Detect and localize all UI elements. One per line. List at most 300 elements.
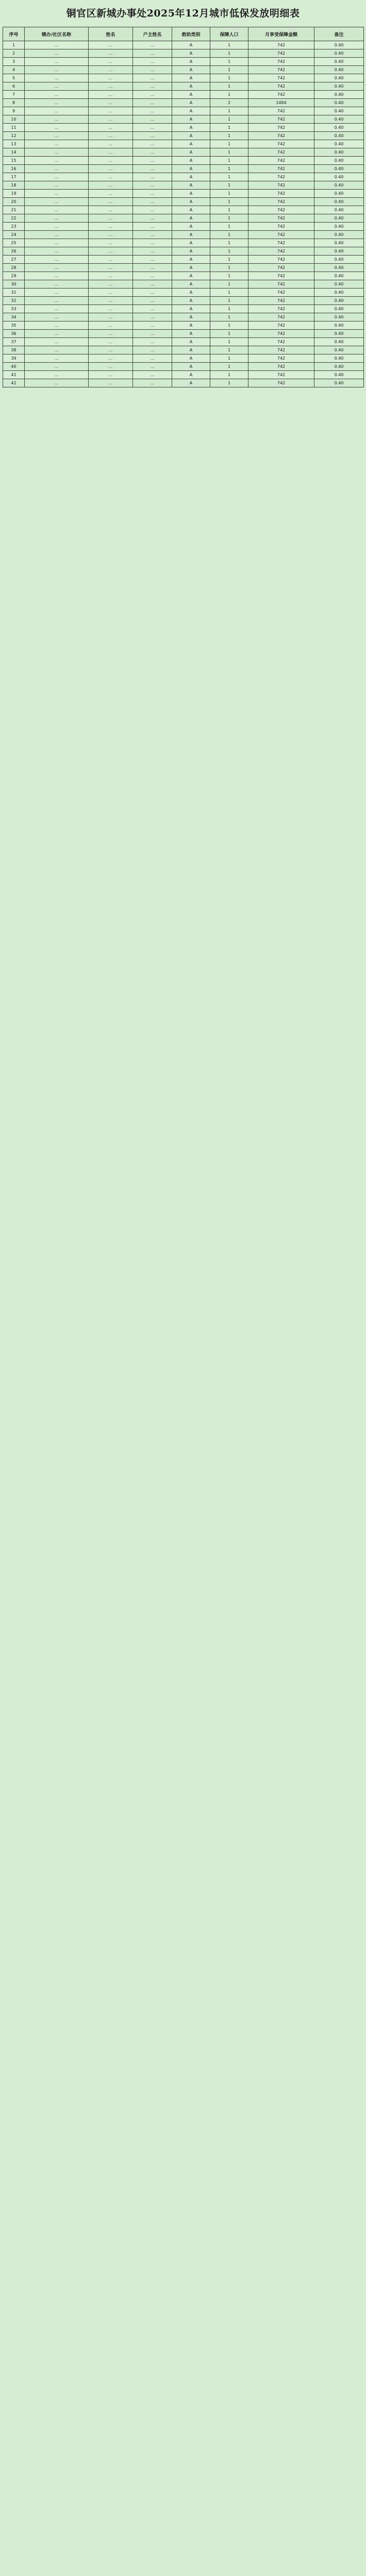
- table-cell: 0.40: [314, 74, 364, 82]
- table-cell: 17: [3, 173, 25, 181]
- table-cell: ...: [89, 198, 133, 206]
- table-cell: 0.40: [314, 371, 364, 379]
- table-cell: ...: [25, 115, 89, 124]
- table-cell: ...: [25, 82, 89, 91]
- table-cell: 742: [248, 297, 314, 305]
- table-cell: 25: [3, 239, 25, 247]
- table-row: [3, 157, 364, 165]
- table-cell: 1: [210, 330, 248, 338]
- table-cell: ...: [89, 157, 133, 165]
- table-cell: ...: [89, 49, 133, 58]
- table-cell: ...: [133, 41, 172, 49]
- table-cell: ...: [133, 363, 172, 371]
- table-cell: 1: [210, 198, 248, 206]
- table-cell: ...: [133, 173, 172, 181]
- table-cell: 1: [210, 181, 248, 190]
- table-cell: 15: [3, 157, 25, 165]
- table-cell: ...: [133, 66, 172, 74]
- table-cell: ...: [89, 190, 133, 198]
- table-cell: 35: [3, 321, 25, 330]
- table-cell: 1: [210, 371, 248, 379]
- table-cell: ...: [25, 305, 89, 313]
- table-cell: A: [172, 272, 210, 280]
- table-cell: ...: [89, 74, 133, 82]
- table-cell: 0.40: [314, 91, 364, 99]
- table-cell: ...: [89, 214, 133, 223]
- table-cell: 742: [248, 280, 314, 289]
- table-cell: A: [172, 354, 210, 363]
- table-cell: 0.40: [314, 239, 364, 247]
- table-cell: ...: [89, 247, 133, 256]
- table-cell: A: [172, 223, 210, 231]
- table-row: [3, 124, 364, 132]
- table-cell: 30: [3, 280, 25, 289]
- table-cell: 0.40: [314, 214, 364, 223]
- table-cell: 1: [210, 256, 248, 264]
- table-cell: ...: [89, 58, 133, 66]
- table-cell: ...: [25, 124, 89, 132]
- table-cell: ...: [25, 346, 89, 354]
- table-cell: ...: [89, 223, 133, 231]
- table-cell: 1: [210, 363, 248, 371]
- table-cell: 0.40: [314, 289, 364, 297]
- table-cell: ...: [89, 115, 133, 124]
- table-cell: ...: [89, 305, 133, 313]
- table-cell: ...: [25, 371, 89, 379]
- table-cell: 22: [3, 214, 25, 223]
- table-cell: ...: [133, 297, 172, 305]
- table-row: [3, 297, 364, 305]
- table-cell: ...: [89, 264, 133, 272]
- table-cell: A: [172, 264, 210, 272]
- table-header-row: [3, 27, 364, 41]
- table-cell: ...: [89, 82, 133, 91]
- table-cell: 0.40: [314, 181, 364, 190]
- table-cell: 1: [210, 140, 248, 148]
- table-cell: 1: [210, 321, 248, 330]
- table-cell: ...: [25, 247, 89, 256]
- table-cell: ...: [89, 371, 133, 379]
- table-cell: 1: [210, 231, 248, 239]
- table-cell: ...: [25, 354, 89, 363]
- table-cell: ...: [25, 41, 89, 49]
- table-cell: ...: [89, 256, 133, 264]
- table-cell: 1: [210, 132, 248, 140]
- table-cell: 20: [3, 198, 25, 206]
- table-cell: ...: [25, 107, 89, 115]
- table-cell: A: [172, 181, 210, 190]
- table-cell: ...: [133, 214, 172, 223]
- table-cell: ...: [133, 124, 172, 132]
- table-cell: A: [172, 247, 210, 256]
- table-cell: ...: [25, 74, 89, 82]
- table-cell: 0.40: [314, 280, 364, 289]
- table-cell: 13: [3, 140, 25, 148]
- table-cell: ...: [133, 280, 172, 289]
- table-cell: ...: [25, 181, 89, 190]
- table-cell: ...: [133, 338, 172, 346]
- table-cell: ...: [89, 297, 133, 305]
- table-row: [3, 190, 364, 198]
- table-row: [3, 181, 364, 190]
- table-cell: A: [172, 297, 210, 305]
- table-cell: 0.40: [314, 140, 364, 148]
- table-cell: A: [172, 173, 210, 181]
- table-cell: 742: [248, 289, 314, 297]
- table-cell: 4: [3, 66, 25, 74]
- table-cell: 742: [248, 231, 314, 239]
- table-cell: ...: [25, 289, 89, 297]
- table-cell: 1: [210, 313, 248, 321]
- table-cell: 742: [248, 214, 314, 223]
- table-cell: A: [172, 256, 210, 264]
- table-cell: 742: [248, 140, 314, 148]
- table-cell: 742: [248, 165, 314, 173]
- table-cell: 742: [248, 272, 314, 280]
- table-cell: 0.40: [314, 165, 364, 173]
- table-cell: ...: [89, 289, 133, 297]
- table-cell: 12: [3, 132, 25, 140]
- table-cell: A: [172, 49, 210, 58]
- table-cell: 1: [210, 58, 248, 66]
- table-cell: A: [172, 148, 210, 157]
- table-cell: 0.40: [314, 338, 364, 346]
- table-cell: 38: [3, 346, 25, 354]
- table-cell: 1: [210, 379, 248, 387]
- table-cell: 7: [3, 91, 25, 99]
- table-cell: 1: [210, 49, 248, 58]
- table-cell: ...: [133, 165, 172, 173]
- table-cell: ...: [133, 49, 172, 58]
- table-row: [3, 330, 364, 338]
- table-cell: 742: [248, 313, 314, 321]
- table-cell: ...: [133, 58, 172, 66]
- table-row: [3, 231, 364, 239]
- table-cell: 21: [3, 206, 25, 214]
- table-row: [3, 132, 364, 140]
- table-cell: 0.40: [314, 82, 364, 91]
- table-cell: A: [172, 363, 210, 371]
- table-row: [3, 74, 364, 82]
- table-cell: 2: [210, 99, 248, 107]
- table-cell: 32: [3, 297, 25, 305]
- table-cell: ...: [133, 371, 172, 379]
- table-cell: 0.40: [314, 223, 364, 231]
- table-cell: ...: [25, 297, 89, 305]
- table-row: [3, 223, 364, 231]
- table-cell: ...: [89, 66, 133, 74]
- table-cell: A: [172, 206, 210, 214]
- column-header-householder: 户主姓名: [133, 27, 172, 41]
- table-cell: ...: [25, 198, 89, 206]
- table-cell: ...: [133, 91, 172, 99]
- table-cell: 0.40: [314, 58, 364, 66]
- table-cell: ...: [25, 214, 89, 223]
- table-row: [3, 289, 364, 297]
- table-row: [3, 247, 364, 256]
- table-cell: 1: [210, 190, 248, 198]
- table-cell: ...: [89, 280, 133, 289]
- table-cell: ...: [25, 173, 89, 181]
- table-cell: ...: [25, 363, 89, 371]
- table-cell: 33: [3, 305, 25, 313]
- table-row: [3, 256, 364, 264]
- column-header-category: 救助类别: [172, 27, 210, 41]
- table-row: [3, 338, 364, 346]
- table-cell: ...: [133, 346, 172, 354]
- table-cell: A: [172, 124, 210, 132]
- table-cell: ...: [25, 264, 89, 272]
- table-cell: 23: [3, 223, 25, 231]
- table-cell: ...: [133, 148, 172, 157]
- table-cell: A: [172, 198, 210, 206]
- table-cell: ...: [25, 99, 89, 107]
- table-cell: 1: [210, 41, 248, 49]
- column-header-amount: 月享受保障金额: [248, 27, 314, 41]
- table-cell: 0.40: [314, 107, 364, 115]
- table-cell: 0.40: [314, 346, 364, 354]
- table-cell: ...: [25, 206, 89, 214]
- table-row: [3, 214, 364, 223]
- table-cell: 742: [248, 74, 314, 82]
- table-cell: 742: [248, 107, 314, 115]
- table-cell: A: [172, 115, 210, 124]
- table-cell: ...: [25, 91, 89, 99]
- table-cell: 0.40: [314, 297, 364, 305]
- column-header-community: 镇办/社区名称: [25, 27, 89, 41]
- table-cell: 742: [248, 198, 314, 206]
- table-cell: ...: [25, 256, 89, 264]
- table-cell: 742: [248, 330, 314, 338]
- table-cell: 742: [248, 41, 314, 49]
- table-cell: 1: [210, 289, 248, 297]
- table-cell: ...: [133, 289, 172, 297]
- table-cell: 0.40: [314, 148, 364, 157]
- table-cell: 0.40: [314, 247, 364, 256]
- table-cell: A: [172, 41, 210, 49]
- table-cell: A: [172, 379, 210, 387]
- table-cell: 1: [210, 280, 248, 289]
- table-cell: ...: [89, 338, 133, 346]
- table-cell: ...: [89, 239, 133, 247]
- table-cell: ...: [89, 379, 133, 387]
- table-cell: 0.40: [314, 198, 364, 206]
- table-cell: 40: [3, 363, 25, 371]
- table-cell: ...: [89, 132, 133, 140]
- table-cell: 1: [210, 354, 248, 363]
- table-cell: 19: [3, 190, 25, 198]
- table-cell: ...: [133, 379, 172, 387]
- table-cell: ...: [89, 206, 133, 214]
- table-cell: ...: [133, 206, 172, 214]
- table-cell: 18: [3, 181, 25, 190]
- table-cell: 742: [248, 239, 314, 247]
- table-cell: 742: [248, 190, 314, 198]
- table-cell: ...: [25, 140, 89, 148]
- table-cell: ...: [89, 165, 133, 173]
- table-cell: 1: [210, 297, 248, 305]
- table-cell: 0.40: [314, 173, 364, 181]
- table-cell: 742: [248, 157, 314, 165]
- table-cell: 41: [3, 371, 25, 379]
- table-cell: ...: [89, 99, 133, 107]
- table-row: [3, 198, 364, 206]
- page-title: 铜官区新城办事处2025年12月城市低保发放明细表: [66, 8, 300, 19]
- table-cell: 29: [3, 272, 25, 280]
- table-cell: 1: [210, 338, 248, 346]
- table-cell: ...: [133, 272, 172, 280]
- table-cell: 742: [248, 49, 314, 58]
- table-cell: 24: [3, 231, 25, 239]
- column-header-note: 备注: [314, 27, 364, 41]
- table-cell: 742: [248, 354, 314, 363]
- table-cell: 1: [210, 214, 248, 223]
- table-cell: 1: [210, 239, 248, 247]
- table-cell: 1: [210, 157, 248, 165]
- table-cell: 27: [3, 256, 25, 264]
- table-cell: ...: [133, 107, 172, 115]
- table-cell: ...: [133, 313, 172, 321]
- table-cell: 0.40: [314, 99, 364, 107]
- table-cell: A: [172, 371, 210, 379]
- table-row: [3, 91, 364, 99]
- table-cell: ...: [89, 346, 133, 354]
- table-cell: ...: [89, 140, 133, 148]
- table-cell: 16: [3, 165, 25, 173]
- table-cell: ...: [89, 41, 133, 49]
- table-row: [3, 165, 364, 173]
- table-cell: ...: [89, 354, 133, 363]
- table-cell: 1: [210, 173, 248, 181]
- table-cell: ...: [89, 107, 133, 115]
- table-cell: ...: [133, 247, 172, 256]
- table-cell: A: [172, 140, 210, 148]
- table-row: [3, 49, 364, 58]
- table-cell: 742: [248, 305, 314, 313]
- table-row: [3, 148, 364, 157]
- column-header-index: 序号: [3, 27, 25, 41]
- table-cell: A: [172, 190, 210, 198]
- table-cell: 9: [3, 107, 25, 115]
- table-cell: ...: [133, 181, 172, 190]
- table-cell: 0.40: [314, 132, 364, 140]
- table-cell: ...: [25, 239, 89, 247]
- table-cell: ...: [25, 58, 89, 66]
- table-cell: 1: [210, 124, 248, 132]
- table-cell: 0.40: [314, 313, 364, 321]
- table-cell: 0.40: [314, 379, 364, 387]
- table-cell: A: [172, 66, 210, 74]
- table-row: [3, 41, 364, 49]
- table-cell: 0.40: [314, 157, 364, 165]
- table-cell: ...: [25, 338, 89, 346]
- table-row: [3, 239, 364, 247]
- table-cell: A: [172, 99, 210, 107]
- table-cell: ...: [89, 181, 133, 190]
- table-cell: A: [172, 305, 210, 313]
- table-cell: 742: [248, 206, 314, 214]
- table-cell: ...: [133, 256, 172, 264]
- table-cell: ...: [133, 264, 172, 272]
- table-cell: ...: [89, 330, 133, 338]
- table-cell: 742: [248, 173, 314, 181]
- table-cell: ...: [25, 272, 89, 280]
- table-cell: 36: [3, 330, 25, 338]
- table-cell: 742: [248, 264, 314, 272]
- table-cell: 0.40: [314, 124, 364, 132]
- table-cell: ...: [133, 321, 172, 330]
- table-cell: ...: [25, 223, 89, 231]
- table-cell: ...: [25, 321, 89, 330]
- table-row: [3, 272, 364, 280]
- table-cell: A: [172, 231, 210, 239]
- table-cell: ...: [133, 132, 172, 140]
- table-row: [3, 313, 364, 321]
- table-cell: 0.40: [314, 272, 364, 280]
- table-cell: ...: [89, 173, 133, 181]
- table-cell: 10: [3, 115, 25, 124]
- table-cell: A: [172, 58, 210, 66]
- table-cell: ...: [25, 231, 89, 239]
- table-cell: ...: [89, 363, 133, 371]
- table-row: [3, 379, 364, 387]
- table-cell: ...: [89, 231, 133, 239]
- table-row: [3, 107, 364, 115]
- table-cell: 1: [210, 272, 248, 280]
- table-cell: 1: [210, 107, 248, 115]
- table-cell: ...: [25, 157, 89, 165]
- table-cell: 1: [210, 247, 248, 256]
- table-cell: 1: [210, 91, 248, 99]
- table-row: [3, 66, 364, 74]
- table-row: [3, 264, 364, 272]
- table-cell: 742: [248, 181, 314, 190]
- table-cell: 26: [3, 247, 25, 256]
- table-cell: 742: [248, 338, 314, 346]
- table-cell: A: [172, 313, 210, 321]
- table-cell: 742: [248, 148, 314, 157]
- table-cell: ...: [133, 115, 172, 124]
- table-cell: ...: [89, 148, 133, 157]
- table-cell: 0.40: [314, 206, 364, 214]
- table-cell: 1: [210, 264, 248, 272]
- table-cell: ...: [133, 82, 172, 91]
- table-cell: ...: [133, 305, 172, 313]
- table-cell: 742: [248, 66, 314, 74]
- table-cell: 8: [3, 99, 25, 107]
- table-cell: 742: [248, 223, 314, 231]
- table-cell: A: [172, 346, 210, 354]
- table-row: [3, 363, 364, 371]
- table-cell: 0.40: [314, 256, 364, 264]
- table-cell: ...: [25, 132, 89, 140]
- table-row: [3, 371, 364, 379]
- table-cell: 2: [3, 49, 25, 58]
- column-header-people: 保障人口: [210, 27, 248, 41]
- table-row: [3, 173, 364, 181]
- table-cell: ...: [25, 49, 89, 58]
- table-cell: 0.40: [314, 231, 364, 239]
- table-cell: ...: [25, 330, 89, 338]
- table-cell: ...: [133, 354, 172, 363]
- table-cell: ...: [25, 190, 89, 198]
- table-cell: 0.40: [314, 321, 364, 330]
- table-cell: 1: [210, 148, 248, 157]
- table-cell: 0.40: [314, 41, 364, 49]
- table-row: [3, 280, 364, 289]
- table-cell: 0.40: [314, 190, 364, 198]
- table-cell: 1: [210, 82, 248, 91]
